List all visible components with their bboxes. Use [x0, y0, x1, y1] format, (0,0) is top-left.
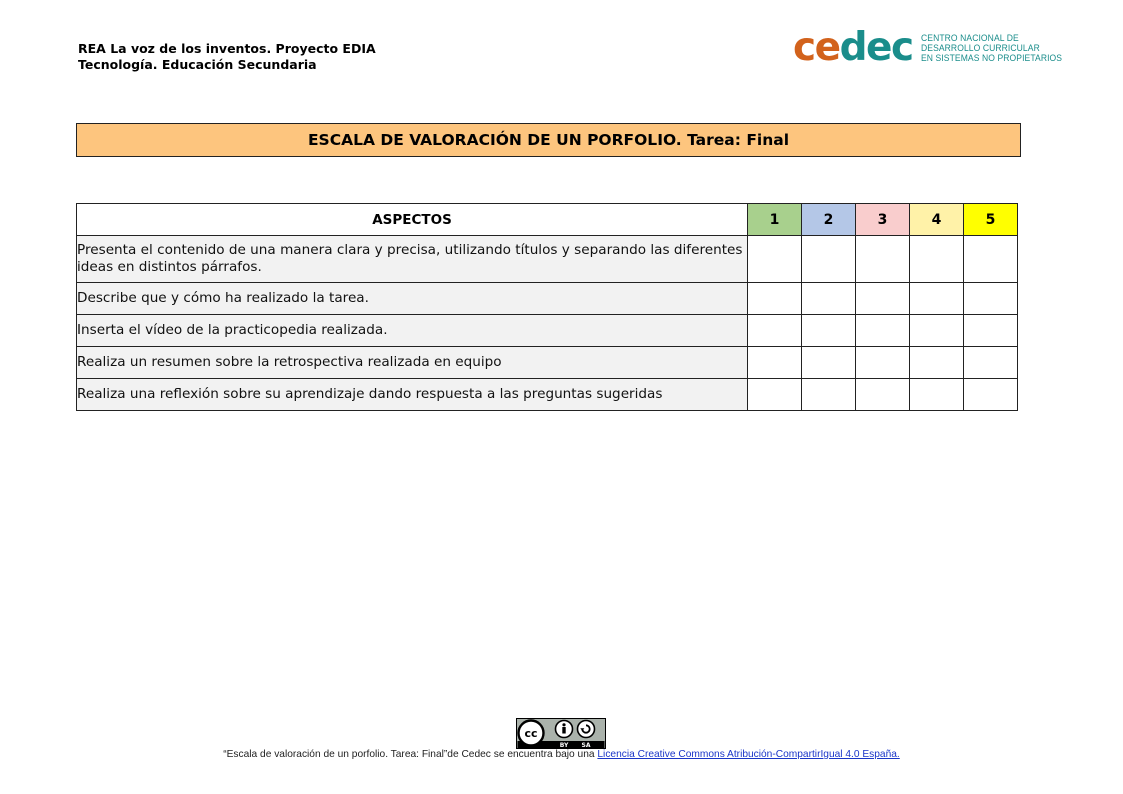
score-cell[interactable] [802, 283, 856, 315]
table-header-row [77, 204, 1018, 236]
score-cell[interactable] [748, 236, 802, 283]
license-footer [0, 749, 1123, 760]
score-cell[interactable] [748, 379, 802, 411]
score-cell[interactable] [964, 283, 1018, 315]
aspect-cell: Realiza un resumen sobre la retrospectiva realizada en equipo [77, 347, 748, 379]
cedec-logo [793, 25, 1074, 70]
table-row [77, 236, 1018, 283]
score-cell[interactable] [964, 379, 1018, 411]
score-cell[interactable] [802, 315, 856, 347]
score-header-2: 2 [802, 204, 856, 236]
score-cell[interactable] [910, 347, 964, 379]
score-header-1: 1 [748, 204, 802, 236]
table-row [77, 347, 1018, 379]
creative-commons-by-sa-icon[interactable] [516, 718, 606, 749]
footer-text: “Escala de valoración de un porfolio. Tarea: Final”de Cedec se encuentra bajo una [223, 749, 598, 760]
score-cell[interactable] [910, 315, 964, 347]
rubric-table [76, 203, 1018, 411]
aspect-cell: Describe que y cómo ha realizado la tarea. [77, 283, 748, 315]
score-cell[interactable] [856, 236, 910, 283]
cedec-logo-subtitle [921, 33, 1062, 63]
logo-sub-line2: DESARROLLO CURRICULAR [920, 43, 1040, 53]
score-cell[interactable] [802, 379, 856, 411]
aspectos-header: ASPECTOS [77, 204, 748, 236]
aspect-cell: Inserta el vídeo de la practicopedia realizada. [77, 315, 748, 347]
logo-word-part2: dec [839, 25, 913, 70]
table-row [77, 283, 1018, 315]
table-row [77, 379, 1018, 411]
by-label: BY [559, 742, 569, 749]
score-cell[interactable] [910, 283, 964, 315]
score-cell[interactable] [748, 347, 802, 379]
score-cell[interactable] [802, 347, 856, 379]
header-subject-line: Tecnología. Educación Secundaria [78, 57, 317, 72]
aspect-cell: Realiza una reflexión sobre su aprendizaje dando respuesta a las preguntas sugeridas [77, 379, 748, 411]
score-cell[interactable] [910, 236, 964, 283]
table-row [77, 315, 1018, 347]
score-cell[interactable] [856, 347, 910, 379]
score-cell[interactable] [856, 283, 910, 315]
page-title: ESCALA DE VALORACIÓN DE UN PORFOLIO. Tarea: Final [76, 123, 1021, 157]
score-cell[interactable] [964, 347, 1018, 379]
score-cell[interactable] [964, 236, 1018, 283]
logo-word-part1: ce [793, 25, 840, 70]
aspect-cell: Presenta el contenido de una manera clara y precisa, utilizando títulos y separando las diferentes ideas en distintos párrafos. [77, 236, 748, 283]
document-header [78, 41, 376, 73]
logo-sub-line1: CENTRO NACIONAL DE [920, 33, 1019, 43]
score-cell[interactable] [802, 236, 856, 283]
header-project-line: REA La voz de los inventos. Proyecto EDIA [78, 41, 376, 56]
score-cell[interactable] [748, 283, 802, 315]
score-cell[interactable] [964, 315, 1018, 347]
score-cell[interactable] [748, 315, 802, 347]
score-cell[interactable] [856, 379, 910, 411]
score-cell[interactable] [856, 315, 910, 347]
logo-sub-line3: EN SISTEMAS NO PROPIETARIOS [920, 53, 1062, 63]
score-cell[interactable] [910, 379, 964, 411]
score-header-4: 4 [910, 204, 964, 236]
sa-label: SA [581, 742, 591, 749]
cc-label: cc [524, 727, 538, 740]
score-header-5: 5 [964, 204, 1018, 236]
license-link[interactable]: Licencia Creative Commons Atribución-CompartirIgual 4.0 España. [597, 749, 900, 760]
cedec-logo-word [793, 25, 913, 70]
score-header-3: 3 [856, 204, 910, 236]
